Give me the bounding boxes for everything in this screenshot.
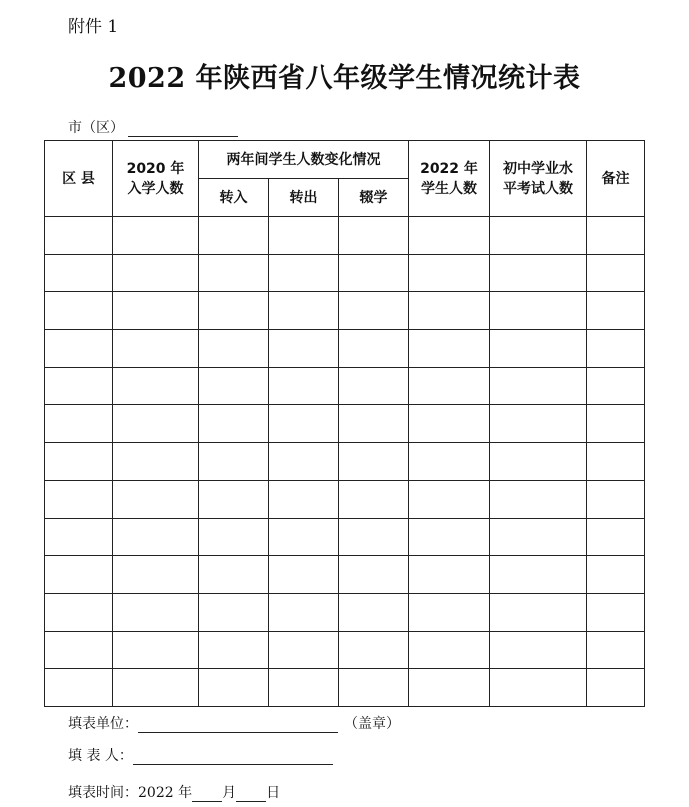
table-cell[interactable] xyxy=(587,217,645,255)
table-cell[interactable] xyxy=(587,480,645,518)
table-cell[interactable] xyxy=(269,292,339,330)
table-cell[interactable] xyxy=(45,518,113,556)
month-label: 月 xyxy=(222,785,237,801)
table-cell[interactable] xyxy=(409,556,490,594)
table-row xyxy=(45,254,645,292)
table-cell[interactable] xyxy=(113,518,199,556)
table-cell[interactable] xyxy=(587,556,645,594)
table-cell[interactable] xyxy=(113,292,199,330)
table-cell[interactable] xyxy=(490,254,587,292)
table-cell[interactable] xyxy=(409,669,490,707)
table-cell[interactable] xyxy=(490,217,587,255)
table-cell[interactable] xyxy=(409,367,490,405)
table-cell[interactable] xyxy=(339,367,409,405)
table-cell[interactable] xyxy=(45,217,113,255)
table-cell[interactable] xyxy=(339,254,409,292)
day-label: 日 xyxy=(266,785,281,801)
table-cell[interactable] xyxy=(199,217,269,255)
table-cell[interactable] xyxy=(45,367,113,405)
table-cell[interactable] xyxy=(587,367,645,405)
table-cell[interactable] xyxy=(45,631,113,669)
table-cell[interactable] xyxy=(199,330,269,368)
table-cell[interactable] xyxy=(409,480,490,518)
table-cell[interactable] xyxy=(113,217,199,255)
table-cell[interactable] xyxy=(199,593,269,631)
table-cell[interactable] xyxy=(45,593,113,631)
table-cell[interactable] xyxy=(269,556,339,594)
table-cell[interactable] xyxy=(199,480,269,518)
table-cell[interactable] xyxy=(409,292,490,330)
table-cell[interactable] xyxy=(199,518,269,556)
header-exam-line1: 初中学业水 xyxy=(503,160,573,177)
table-cell[interactable] xyxy=(339,443,409,481)
header-change-group: 两年间学生人数变化情况 xyxy=(199,141,409,179)
table-cell[interactable] xyxy=(269,669,339,707)
table-row xyxy=(45,669,645,707)
table-cell[interactable] xyxy=(490,631,587,669)
table-cell[interactable] xyxy=(587,669,645,707)
table-cell[interactable] xyxy=(587,405,645,443)
time-label: 填表时间：2022 年 xyxy=(68,785,193,801)
table-cell[interactable] xyxy=(113,330,199,368)
header-exam-count xyxy=(490,141,587,217)
table-cell[interactable] xyxy=(199,292,269,330)
table-cell[interactable] xyxy=(113,631,199,669)
table-cell[interactable] xyxy=(490,443,587,481)
table-cell[interactable] xyxy=(269,217,339,255)
header-remarks: 备注 xyxy=(587,141,645,217)
table-cell[interactable] xyxy=(339,480,409,518)
table-cell[interactable] xyxy=(587,631,645,669)
header-enrollment-line1: 2020 年 xyxy=(126,160,185,177)
footer-unit-row xyxy=(68,713,400,733)
table-cell[interactable] xyxy=(269,593,339,631)
table-cell[interactable] xyxy=(113,367,199,405)
table-cell[interactable] xyxy=(409,254,490,292)
table-row xyxy=(45,518,645,556)
unit-blank[interactable] xyxy=(138,718,338,733)
table-cell[interactable] xyxy=(409,631,490,669)
table-row xyxy=(45,367,645,405)
day-blank[interactable] xyxy=(236,787,266,802)
table-cell[interactable] xyxy=(45,480,113,518)
table-cell[interactable] xyxy=(490,593,587,631)
table-cell[interactable] xyxy=(490,330,587,368)
table-cell[interactable] xyxy=(199,405,269,443)
table-cell[interactable] xyxy=(339,669,409,707)
table-cell[interactable] xyxy=(269,367,339,405)
footer-time-row xyxy=(68,782,280,802)
page-title: 2022 年陕西省八年级学生情况统计表 xyxy=(108,63,581,94)
city-district-field xyxy=(68,117,238,137)
table-cell[interactable] xyxy=(113,254,199,292)
city-district-label: 市（区） xyxy=(68,120,124,136)
table-cell[interactable] xyxy=(45,669,113,707)
table-cell[interactable] xyxy=(490,292,587,330)
table-cell[interactable] xyxy=(269,330,339,368)
table-cell[interactable] xyxy=(409,330,490,368)
table-cell[interactable] xyxy=(113,669,199,707)
table-cell[interactable] xyxy=(490,367,587,405)
table-cell[interactable] xyxy=(45,330,113,368)
table-cell[interactable] xyxy=(490,669,587,707)
table-cell[interactable] xyxy=(269,631,339,669)
table-row xyxy=(45,480,645,518)
table-cell[interactable] xyxy=(45,254,113,292)
table-cell[interactable] xyxy=(113,593,199,631)
table-cell[interactable] xyxy=(113,556,199,594)
table-cell[interactable] xyxy=(199,556,269,594)
header-transfer-in: 转入 xyxy=(199,179,269,217)
attachment-label: 附件 1 xyxy=(68,17,119,37)
table-cell[interactable] xyxy=(409,405,490,443)
table-cell[interactable] xyxy=(339,292,409,330)
table-cell[interactable] xyxy=(409,443,490,481)
table-cell[interactable] xyxy=(45,405,113,443)
table-cell[interactable] xyxy=(339,217,409,255)
table-cell[interactable] xyxy=(269,254,339,292)
table-cell[interactable] xyxy=(339,518,409,556)
header-transfer-out: 转出 xyxy=(269,179,339,217)
header-district: 区 县 xyxy=(45,141,113,217)
table-cell[interactable] xyxy=(490,556,587,594)
table-cell[interactable] xyxy=(199,254,269,292)
header-students-2022 xyxy=(409,141,490,217)
table-row xyxy=(45,556,645,594)
header-dropout: 辍学 xyxy=(339,179,409,217)
table-row xyxy=(45,593,645,631)
table-row xyxy=(45,631,645,669)
table-cell[interactable] xyxy=(490,518,587,556)
city-district-blank[interactable] xyxy=(128,124,238,137)
table-cell[interactable] xyxy=(587,518,645,556)
table-cell[interactable] xyxy=(199,367,269,405)
table-row xyxy=(45,330,645,368)
table-cell[interactable] xyxy=(587,292,645,330)
filler-label: 填 表 人： xyxy=(68,748,133,764)
table-cell[interactable] xyxy=(113,480,199,518)
table-cell[interactable] xyxy=(339,593,409,631)
table-cell[interactable] xyxy=(490,480,587,518)
header-enrollment-2020 xyxy=(113,141,199,217)
table-cell[interactable] xyxy=(339,631,409,669)
table-row xyxy=(45,405,645,443)
table-row xyxy=(45,217,645,255)
table-cell[interactable] xyxy=(113,405,199,443)
table-cell[interactable] xyxy=(587,443,645,481)
table-cell[interactable] xyxy=(587,254,645,292)
table-cell[interactable] xyxy=(45,556,113,594)
table-cell[interactable] xyxy=(45,443,113,481)
table-row xyxy=(45,292,645,330)
table-cell[interactable] xyxy=(45,292,113,330)
table-row xyxy=(45,443,645,481)
table-cell[interactable] xyxy=(199,443,269,481)
header-students-line1: 2022 年 xyxy=(420,160,478,177)
filler-blank[interactable] xyxy=(133,750,333,765)
table-cell[interactable] xyxy=(490,405,587,443)
table-body xyxy=(45,217,645,707)
footer-filler-row xyxy=(68,745,333,765)
table-cell[interactable] xyxy=(339,405,409,443)
table-cell[interactable] xyxy=(339,330,409,368)
table-cell[interactable] xyxy=(587,330,645,368)
table-cell[interactable] xyxy=(409,518,490,556)
month-blank[interactable] xyxy=(192,787,222,802)
unit-label: 填表单位： xyxy=(68,716,138,732)
table-cell[interactable] xyxy=(199,631,269,669)
table-cell[interactable] xyxy=(113,443,199,481)
header-exam-line2: 平考试人数 xyxy=(503,180,573,197)
table-cell[interactable] xyxy=(269,443,339,481)
statistics-table xyxy=(44,140,645,707)
header-students-line2: 学生人数 xyxy=(421,180,477,197)
table-cell[interactable] xyxy=(409,593,490,631)
table-cell[interactable] xyxy=(269,480,339,518)
table-cell[interactable] xyxy=(339,556,409,594)
table-cell[interactable] xyxy=(587,593,645,631)
seal-label: （盖章） xyxy=(344,716,400,732)
table-cell[interactable] xyxy=(199,669,269,707)
table-cell[interactable] xyxy=(409,217,490,255)
header-enrollment-line2: 入学人数 xyxy=(127,180,184,197)
table-cell[interactable] xyxy=(269,405,339,443)
table-cell[interactable] xyxy=(269,518,339,556)
